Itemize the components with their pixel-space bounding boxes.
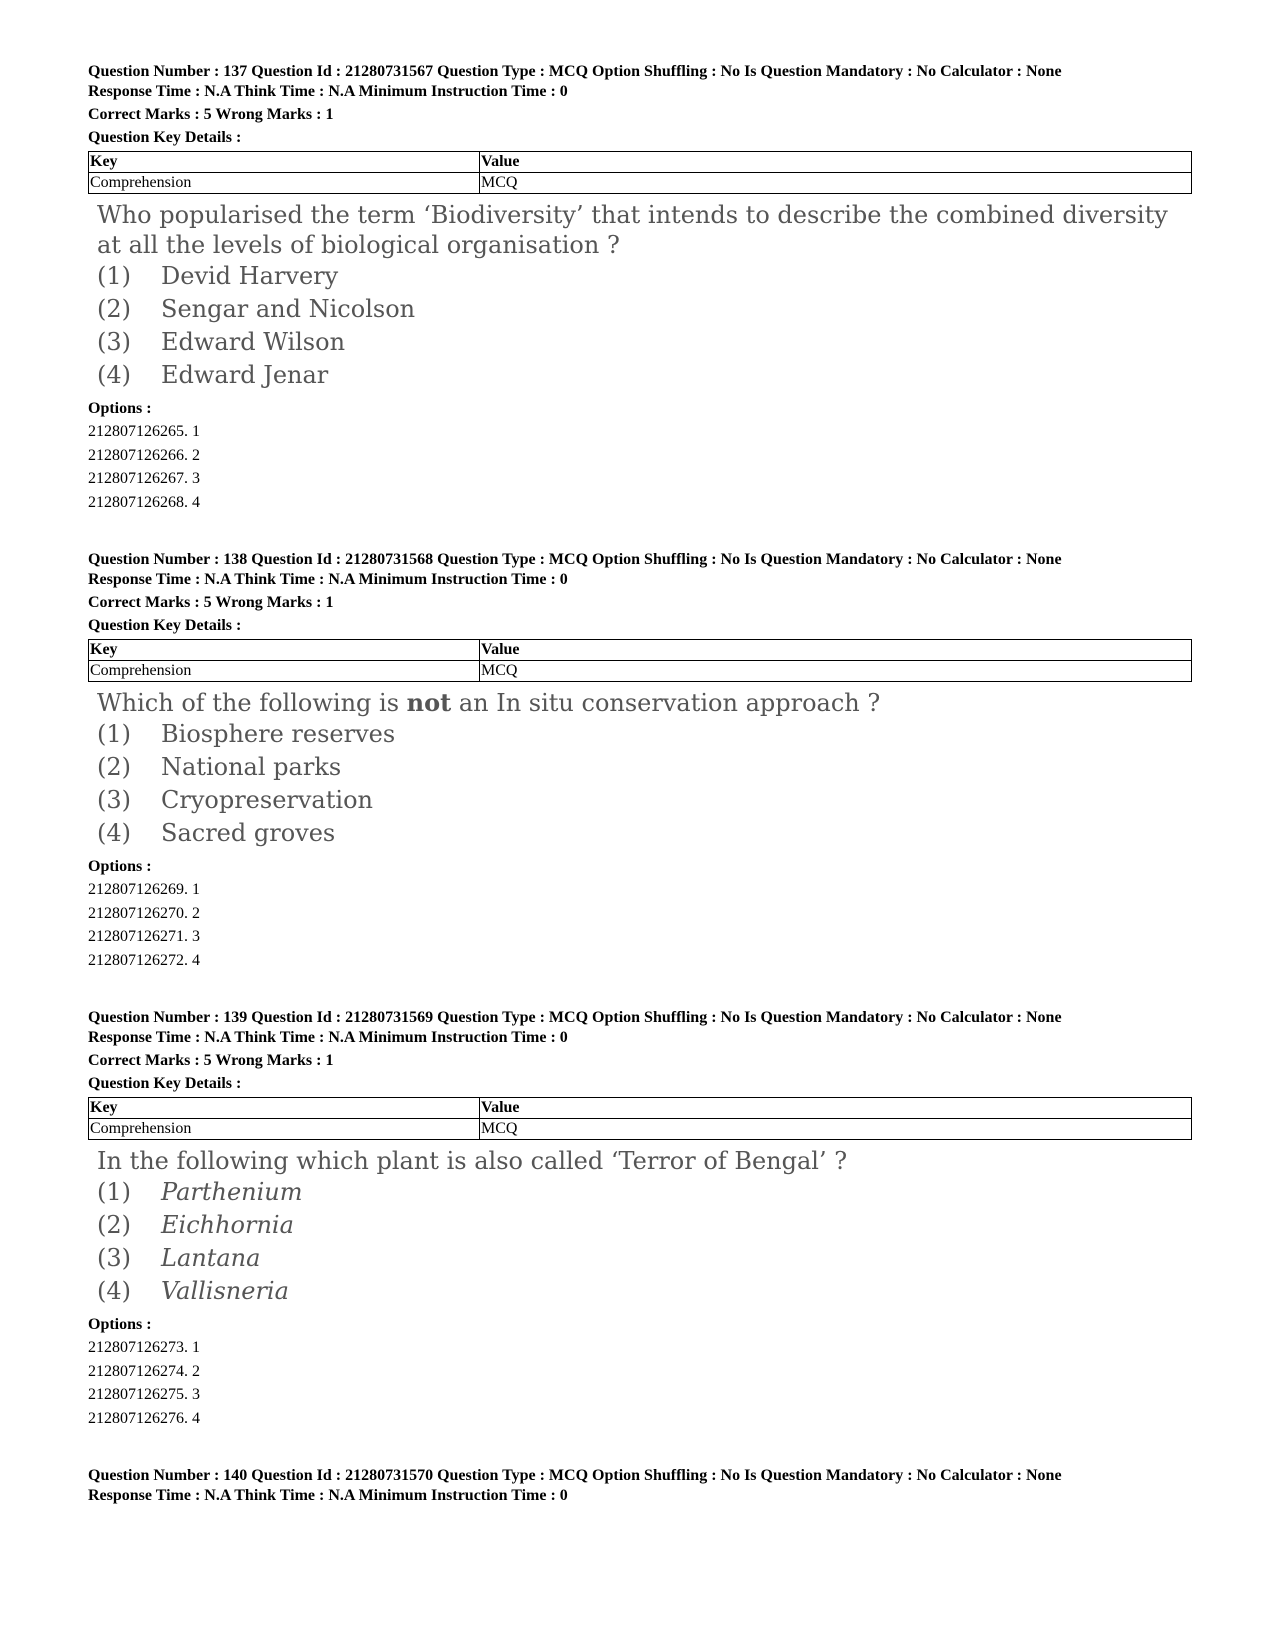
choice-4 bbox=[97, 1275, 1200, 1308]
table-header-row bbox=[89, 1098, 1192, 1119]
table-value-header: Value bbox=[480, 152, 1192, 173]
question-header: Question Number : 140 Question Id : 21280731570 Question Type : MCQ Option Shuffling : No Is Question Mandatory : No Calculator : None bbox=[88, 1467, 1062, 1484]
question-text bbox=[97, 688, 1200, 718]
choice-number: (3) bbox=[97, 786, 131, 814]
table-value-cell: MCQ bbox=[480, 173, 1192, 194]
key-details-label: Question Key Details : bbox=[88, 129, 242, 146]
choice-number: (2) bbox=[97, 1211, 131, 1239]
table-header-row bbox=[89, 640, 1192, 661]
key-details-label: Question Key Details : bbox=[88, 617, 242, 634]
choice-text: Sengar and Nicolson bbox=[161, 295, 416, 323]
options-label: Options : bbox=[88, 400, 152, 417]
question-timing: Response Time : N.A Think Time : N.A Minimum Instruction Time : 0 bbox=[88, 83, 568, 100]
table-value-header: Value bbox=[480, 1098, 1192, 1119]
question-block-140 bbox=[88, 1466, 1200, 1506]
question-image bbox=[97, 688, 1200, 850]
options-label: Options : bbox=[88, 858, 152, 875]
choice-number: (4) bbox=[97, 1277, 131, 1305]
choice-number: (1) bbox=[97, 262, 131, 290]
choice-text: Lantana bbox=[161, 1244, 261, 1272]
choice-text: Vallisneria bbox=[161, 1277, 289, 1305]
question-block-139 bbox=[88, 1008, 1200, 1430]
choice-2 bbox=[97, 751, 1200, 784]
choice-text: Sacred groves bbox=[161, 819, 336, 847]
option-id-line: 212807126267. 3 bbox=[88, 470, 200, 487]
table-row bbox=[89, 173, 1192, 194]
choice-number: (4) bbox=[97, 819, 131, 847]
key-details-label: Question Key Details : bbox=[88, 1075, 242, 1092]
choice-1 bbox=[97, 718, 1200, 751]
table-row bbox=[89, 1119, 1192, 1140]
choice-number: (1) bbox=[97, 1178, 131, 1206]
choice-text: Cryopreservation bbox=[161, 786, 373, 814]
document-page bbox=[88, 62, 1200, 1542]
key-details-table bbox=[88, 1097, 1192, 1140]
question-text: In the following which plant is also called ‘Terror of Bengal’ ? bbox=[97, 1147, 848, 1175]
table-header-row bbox=[89, 152, 1192, 173]
question-marks: Correct Marks : 5 Wrong Marks : 1 bbox=[88, 1052, 334, 1069]
question-image bbox=[97, 200, 1200, 392]
option-id-line: 212807126274. 2 bbox=[88, 1362, 200, 1380]
table-key-cell: Comprehension bbox=[89, 661, 480, 682]
question-timing: Response Time : N.A Think Time : N.A Minimum Instruction Time : 0 bbox=[88, 1029, 568, 1046]
choice-text: Devid Harvery bbox=[161, 262, 339, 290]
option-id-line: 212807126265. 1 bbox=[88, 423, 200, 440]
options-label: Options : bbox=[88, 1316, 152, 1333]
table-key-header: Key bbox=[89, 640, 480, 661]
choice-1 bbox=[97, 260, 1200, 293]
question-header: Question Number : 139 Question Id : 21280731569 Question Type : MCQ Option Shuffling : No Is Question Mandatory : No Calculator : None bbox=[88, 1009, 1062, 1026]
option-id-line: 212807126272. 4 bbox=[88, 951, 200, 969]
table-row bbox=[89, 661, 1192, 682]
question-block-137 bbox=[88, 62, 1200, 514]
question-header: Question Number : 138 Question Id : 21280731568 Question Type : MCQ Option Shuffling : No Is Question Mandatory : No Calculator : None bbox=[88, 551, 1062, 568]
question-timing: Response Time : N.A Think Time : N.A Minimum Instruction Time : 0 bbox=[88, 571, 568, 588]
choice-number: (1) bbox=[97, 720, 131, 748]
key-details-table bbox=[88, 151, 1192, 194]
table-value-cell: MCQ bbox=[480, 1119, 1192, 1140]
choice-4 bbox=[97, 359, 1200, 392]
choice-2 bbox=[97, 293, 1200, 326]
choice-number: (2) bbox=[97, 753, 131, 781]
question-text-emphasis: not bbox=[406, 688, 452, 717]
table-value-header: Value bbox=[480, 640, 1192, 661]
choice-text: National parks bbox=[161, 753, 342, 781]
choice-3 bbox=[97, 1242, 1200, 1275]
table-value-cell: MCQ bbox=[480, 661, 1192, 682]
table-key-header: Key bbox=[89, 152, 480, 173]
choice-4 bbox=[97, 817, 1200, 850]
choice-text: Edward Jenar bbox=[161, 361, 329, 389]
choice-text: Eichhornia bbox=[161, 1211, 294, 1239]
choice-number: (3) bbox=[97, 1244, 131, 1272]
question-marks: Correct Marks : 5 Wrong Marks : 1 bbox=[88, 106, 334, 123]
question-timing: Response Time : N.A Think Time : N.A Minimum Instruction Time : 0 bbox=[88, 1487, 568, 1504]
option-id-line: 212807126268. 4 bbox=[88, 493, 200, 511]
choice-number: (2) bbox=[97, 295, 131, 323]
choice-3 bbox=[97, 784, 1200, 817]
choice-3 bbox=[97, 326, 1200, 359]
choice-2 bbox=[97, 1209, 1200, 1242]
choice-text: Biosphere reserves bbox=[161, 720, 396, 748]
choice-number: (3) bbox=[97, 328, 131, 356]
choice-text: Edward Wilson bbox=[161, 328, 346, 356]
option-id-line: 212807126270. 2 bbox=[88, 904, 200, 922]
option-id-line: 212807126266. 2 bbox=[88, 446, 200, 464]
question-text-post: an In situ conservation approach ? bbox=[451, 689, 881, 717]
question-text-pre: Which of the following is bbox=[97, 689, 407, 717]
choice-number: (4) bbox=[97, 361, 131, 389]
question-marks: Correct Marks : 5 Wrong Marks : 1 bbox=[88, 594, 334, 611]
option-id-line: 212807126276. 4 bbox=[88, 1409, 200, 1427]
option-id-line: 212807126273. 1 bbox=[88, 1339, 200, 1356]
option-id-line: 212807126275. 3 bbox=[88, 1386, 200, 1403]
question-header: Question Number : 137 Question Id : 21280731567 Question Type : MCQ Option Shuffling : No Is Question Mandatory : No Calculator : None bbox=[88, 63, 1062, 80]
choice-text: Parthenium bbox=[161, 1178, 303, 1206]
question-image bbox=[97, 1146, 1200, 1308]
table-key-cell: Comprehension bbox=[89, 1119, 480, 1140]
option-id-line: 212807126269. 1 bbox=[88, 881, 200, 898]
table-key-cell: Comprehension bbox=[89, 173, 480, 194]
table-key-header: Key bbox=[89, 1098, 480, 1119]
option-id-line: 212807126271. 3 bbox=[88, 928, 200, 945]
choice-1 bbox=[97, 1176, 1200, 1209]
question-text: Who popularised the term ‘Biodiversity’ that intends to describe the combined diversity at all the levels of biological organisation ? bbox=[97, 201, 1168, 259]
question-block-138 bbox=[88, 550, 1200, 972]
key-details-table bbox=[88, 639, 1192, 682]
